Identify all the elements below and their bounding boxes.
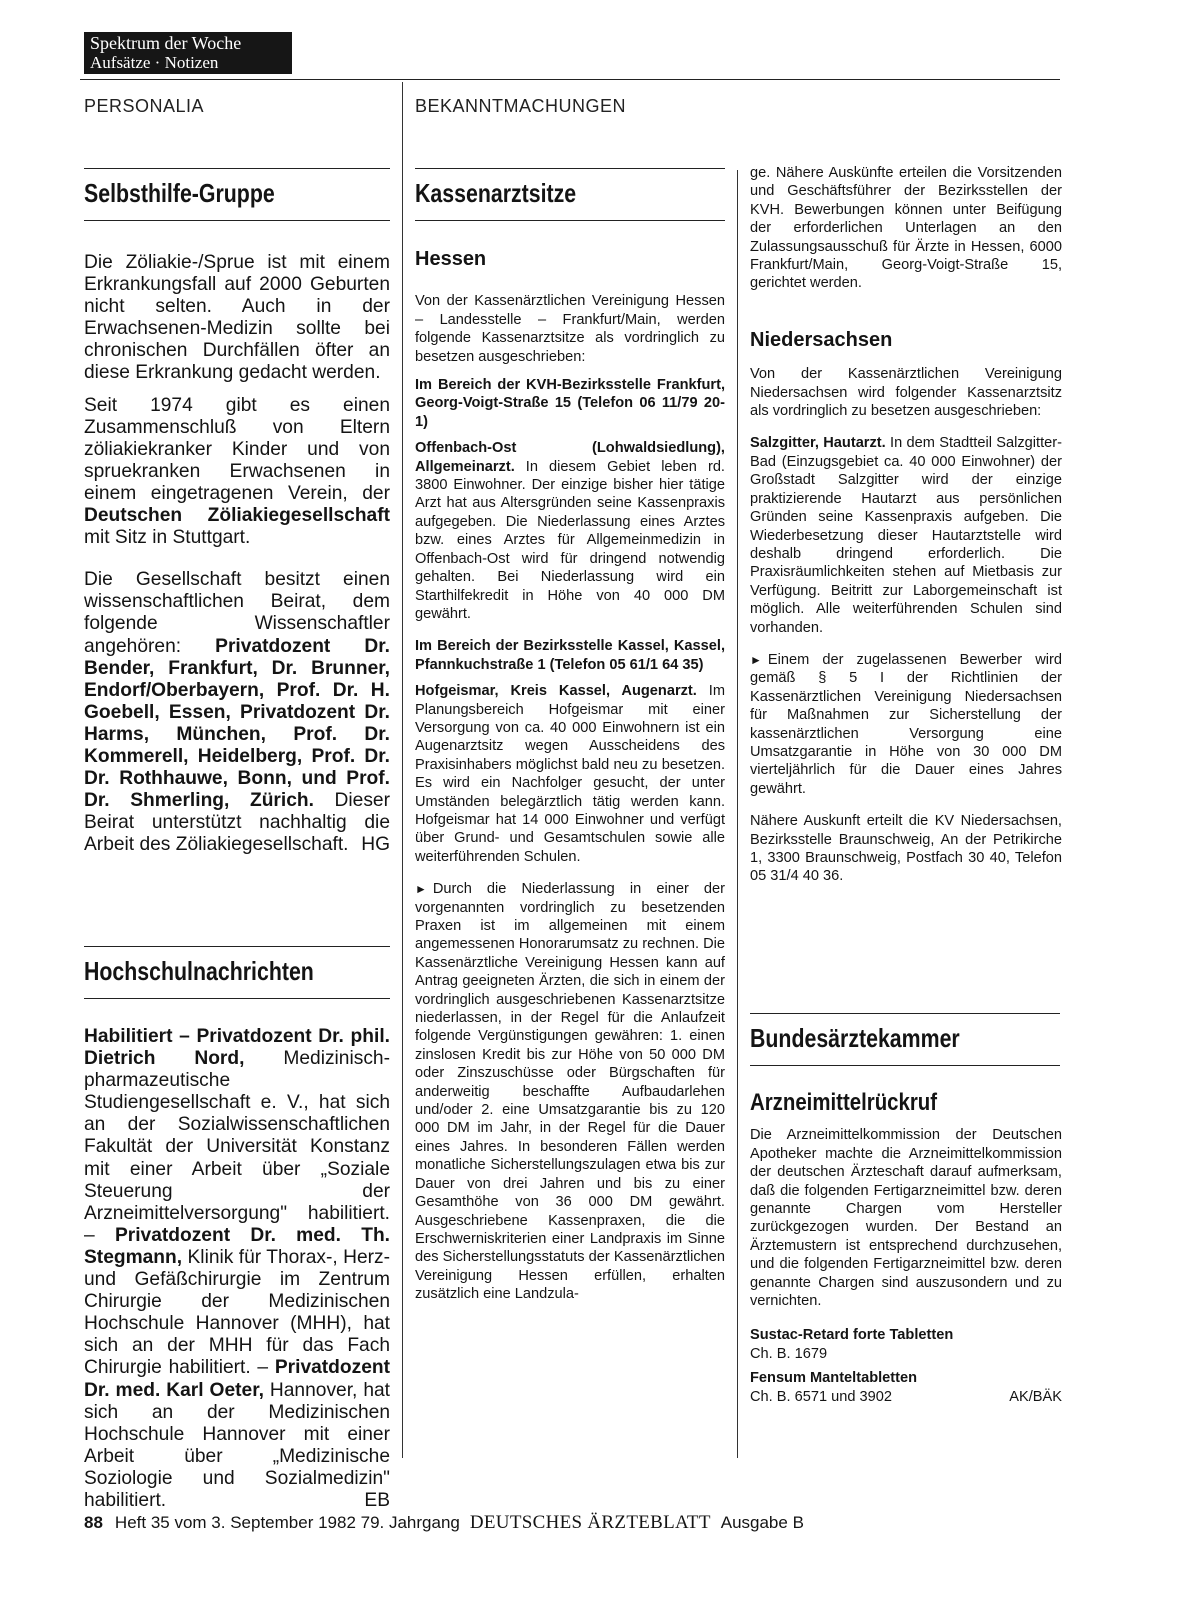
hochschul-body	[84, 1026, 390, 1512]
selbsthilfe-body	[84, 252, 390, 856]
magazine-name: DEUTSCHES ÄRZTEBLATT	[469, 1512, 711, 1533]
kassen-bereich-kassel: Im Bereich der Bezirksstelle Kassel, Kassel, Pfannkuchstraße 1 (Telefon 05 61/1 64 35)	[415, 638, 725, 673]
kassen-niederlassung: ► Durch die Niederlassung in einer der vorgenannten vordringlich zu besetzenden Praxen ist im allgemeinen mit einem angemessenen Honorarumsatz zu rechnen. Die Kassenärztliche Vereinigung Hessen kann auf Antrag geeigneten Ärzten, die sich in einem der vordringlich ausgeschriebenen Kassenarztsitze niederlassen, in der Regel für die Anlaufzeit folgende Vergünstigungen gewähren: 1. einen zinslosen Kredit bis zur Höhe von 50 000 DM oder Zinszuschüsse oder Bürgschaften für anderweitig beschaffte Aufbaudarlehen und/oder 2. eine Umsatzgarantie bis zu 120 000 DM im Jahr, in der Regel für die Dauer eines Jahres. In besonderen Fällen werden monatliche Sicherstellungszulagen etwa bis zur Dauer von drei Jahren und bis zu einer Gesamthöhe von 36 000 DM gewährt. Ausgeschriebene Kassenpraxen, die die Erschwerniskriterien einer Landpraxis im Sinne des Sicherstellungsstatuts der Kassenärztlichen Vereinigung Hessen erfüllen, erhalten zusätzlich eine Landzula-	[415, 881, 725, 1303]
rule-baek	[750, 1013, 1060, 1014]
selbsthilfe-p2: Seit 1974 gibt es einen Zusammenschluß von Eltern zöliakiekranker Kinder und von spruekranken Erwachsenen in einem eingetragenen Verein, der Deutschen Zöliakiegesellschaft mit Sitz in Stuttgart.	[84, 394, 390, 549]
baek-item1-charge: Ch. B. 1679	[750, 1345, 828, 1362]
selbsthilfe-p3: Die Gesellschaft besitzt einen wissenschaftlichen Beirat, dem folgende Wissenschaftler angehören: Privatdozent Dr. Bender, Frankfurt, Dr. Brunner, Endorf/Oberbayern, Prof. Dr. H. Goebell, Essen, Privatdozent Dr. Harms, München, Prof. Dr. Kommerell, Heidelberg, Prof. Dr. Dr. Rothhauwe, Bonn, und Prof. Dr. Shmerling, Zürich. Dieser Beirat unterstützt nachhaltig die Arbeit des Zöliakiegesellschaft. HG	[84, 569, 390, 856]
kassen-intro: Von der Kassenärztlichen Vereinigung Hessen – Landesstelle – Frankfurt/Main, werden folgende Kassenarztsitze als vordringlich zu besetzen ausgeschrieben:	[415, 293, 725, 365]
issue-info: Heft 35 vom 3. September 1982 79. Jahrgang	[114, 1513, 460, 1532]
edition: Ausgabe B	[720, 1513, 804, 1532]
rule-kassen	[415, 168, 725, 169]
rule-hochschul-bottom	[84, 998, 390, 999]
rule-baek-bottom	[750, 1065, 1060, 1066]
kassen-offenbach: Offenbach-Ost (Lohwaldsiedlung), Allgemeinarzt. In diesem Gebiet leben rd. 3800 Einwohner. Der einzige bisher hier tätige Arzt hat aus Altersgründen seine Kassenpraxis aufgegeben. Die Niederlassung eines Arztes bzw. eines Arztes für Allgemeinmedizin in Offenbach-Ost wird für dringend notwendig gehalten. Bei Niederlassung wird ein Starthilfekredit in Höhe von 40 000 DM gewährt.	[415, 440, 725, 622]
signature-hg: HG	[361, 834, 390, 856]
rule-selbsthilfe	[84, 168, 390, 169]
subhead-arzneimittelrueckruf: Arzneimittelrückruf	[750, 1089, 938, 1116]
section-label-personalia: PERSONALIA	[84, 96, 205, 116]
column-divider-left	[402, 82, 403, 1458]
baek-item1-name: Sustac-Retard forte Tabletten	[750, 1327, 954, 1344]
baek-item2-name: Fensum Manteltabletten	[750, 1370, 918, 1387]
kassen-continuation: ge. Nähere Auskünfte erteilen die Vorsitzenden und Geschäftsführer der Bezirksstellen der KVH. Bewerbungen können unter Beifügung der erforderlichen Unterlagen an den Zulassungsausschuß für Ärzte in Hessen, 6000 Frankfurt/Main, Georg-Voigt-Straße 15, gerichtet werden.	[750, 165, 1062, 292]
title-kassenarztsitze: Kassenarztsitze	[415, 178, 577, 208]
kassen-middle-body	[415, 250, 725, 1304]
kassen-bereich-frankfurt: Im Bereich der KVH-Bezirksstelle Frankfurt, Georg-Voigt-Straße 15 (Telefon 06 11/79 20-1)	[415, 377, 725, 430]
page-number: 88	[84, 1513, 103, 1532]
kassen-hofgeismar: Hofgeismar, Kreis Kassel, Augenarzt. Im Planungsbereich Hofgeismar mit einer Versorgung von ca. 40 000 Einwohnern ist ein Augenarztsitz wegen Ausscheidens des Praxisinhabers möglichst bald neu zu besetzen. Es wird ein Nachfolger gesucht, der unter Umständen belegärztlich tätig werden kann. Hofgeismar hat 14 000 Einwohner und verfügt über Grund- und Gesamtschulen sowie alle weiterführenden Schulen.	[415, 683, 725, 865]
nieders-auskunft: Nähere Auskunft erteilt die KV Niedersachsen, Bezirksstelle Braunschweig, An der Petrikirche 1, 3300 Braunschweig, Postfach 30 40, Telefon 05 31/4 40 36.	[750, 813, 1062, 885]
nieders-intro: Von der Kassenärztlichen Vereinigung Niedersachsen wird folgender Kassenarztsitz als vordringlich zu besetzen ausgeschrieben:	[750, 366, 1062, 420]
title-hochschul: Hochschulnachrichten	[84, 956, 314, 986]
nieders-salzgitter: Salzgitter, Hautarzt. In dem Stadtteil Salzgitter-Bad (Einzugsgebiet ca. 40 000 Einwohner) der Großstadt Salzgitter wird der einzige praktizierende Hautarzt aus persönlichen Gründen seine Kassenpraxis aufgeben. Die Wiederbesetzung dieser Hautarztstelle wird deshalb dringend erforderlich. Die Praxisräumlichkeiten stehen auf Mietbasis zur Verfügung. Beitritt zur Laborgemeinschaft ist möglich. Alle weiterführenden Schulen sind vorhanden.	[750, 435, 1062, 636]
selbsthilfe-p1: Die Zöliakie-/Sprue ist mit einem Erkrankungsfall auf 2000 Geburten nicht selten. Auch in der Erwachsenen-Medizin sollte bei chronischen Durchfällen öfter an diese Erkrankung gedacht werden.	[84, 252, 390, 384]
column-divider-right	[737, 170, 738, 1458]
subhead-niedersachsen: Niedersachsen	[750, 328, 893, 351]
section-header-box	[84, 32, 292, 74]
header-line-2: Aufsätze · Notizen	[90, 53, 219, 72]
signature-akbaek: AK/BÄK	[1009, 1388, 1062, 1405]
rule-hochschul	[84, 946, 390, 947]
rule-selbsthilfe-bottom	[84, 220, 390, 221]
nieders-bewerber: ► Einem der zugelassenen Bewerber wird gemäß § 5 I der Richtlinien der Kassenärztlichen Vereinigung Niedersachsen für Maßnahmen zur Sicherstellung der kassenärztlichen Versorgung eine Umsatzgarantie in Höhe von 30 000 DM vierteljährlich für die Dauer eines Jahres gewährt.	[750, 651, 1062, 797]
triangle-marker-icon: ►	[750, 652, 762, 667]
signature-eb: EB	[364, 1489, 390, 1511]
baek-item2-charge: Ch. B. 6571 und 3902 AK/BÄK	[750, 1388, 1062, 1405]
section-label-bekanntmachungen: BEKANNTMACHUNGEN	[415, 96, 627, 116]
kassen-right-body	[750, 164, 1062, 886]
rule-kassen-bottom	[415, 220, 725, 221]
page-footer	[84, 1512, 804, 1534]
baek-text: Die Arzneimittelkommission der Deutschen Apotheker machte die Arzneimittelkommission der deutschen Ärzteschaft darauf aufmerksam, daß die folgenden Fertigarzneimittel bzw. deren genannte Chargen vom Hersteller zurückgezogen wurden. Der Bestand an Ärztemustern ist entsprechend durchzusehen, und die folgenden Fertigarzneimittel bzw. deren genannte Chargen sind auszusondern und zu vernichten.	[750, 1127, 1062, 1310]
hochschul-text: Habilitiert – Privatdozent Dr. phil. Dietrich Nord, Medizinisch-pharmazeutische Studiengesellschaft e. V., hat sich an der Sozialwissenschaftlichen Fakultät der Universität Konstanz mit einer Arbeit über „Soziale Steuerung der Arzneimittelversorgung" habilitiert. – Privatdozent Dr. med. Th. Stegmann, Klinik für Thorax-, Herz- und Gefäßchirurgie im Zentrum Chirurgie der Medizinischen Hochschule Hannover (MHH), hat sich an der MHH für das Fach Chirurgie habilitiert. – Privatdozent Dr. med. Karl Oeter, Hannover, hat sich an der Medizinischen Hochschule Hannover mit einer Arbeit über „Medizinische Soziologie und Sozialmedizin" habilitiert. EB	[84, 1026, 390, 1511]
top-rule	[80, 79, 1060, 80]
baek-body	[750, 1089, 1062, 1406]
title-bundesaerztekammer: Bundesärztekammer	[750, 1023, 960, 1053]
triangle-marker-icon: ►	[415, 882, 427, 897]
title-selbsthilfe: Selbsthilfe-Gruppe	[84, 178, 275, 208]
subhead-hessen: Hessen	[415, 248, 487, 270]
header-line-1: Spektrum der Woche	[90, 33, 242, 53]
